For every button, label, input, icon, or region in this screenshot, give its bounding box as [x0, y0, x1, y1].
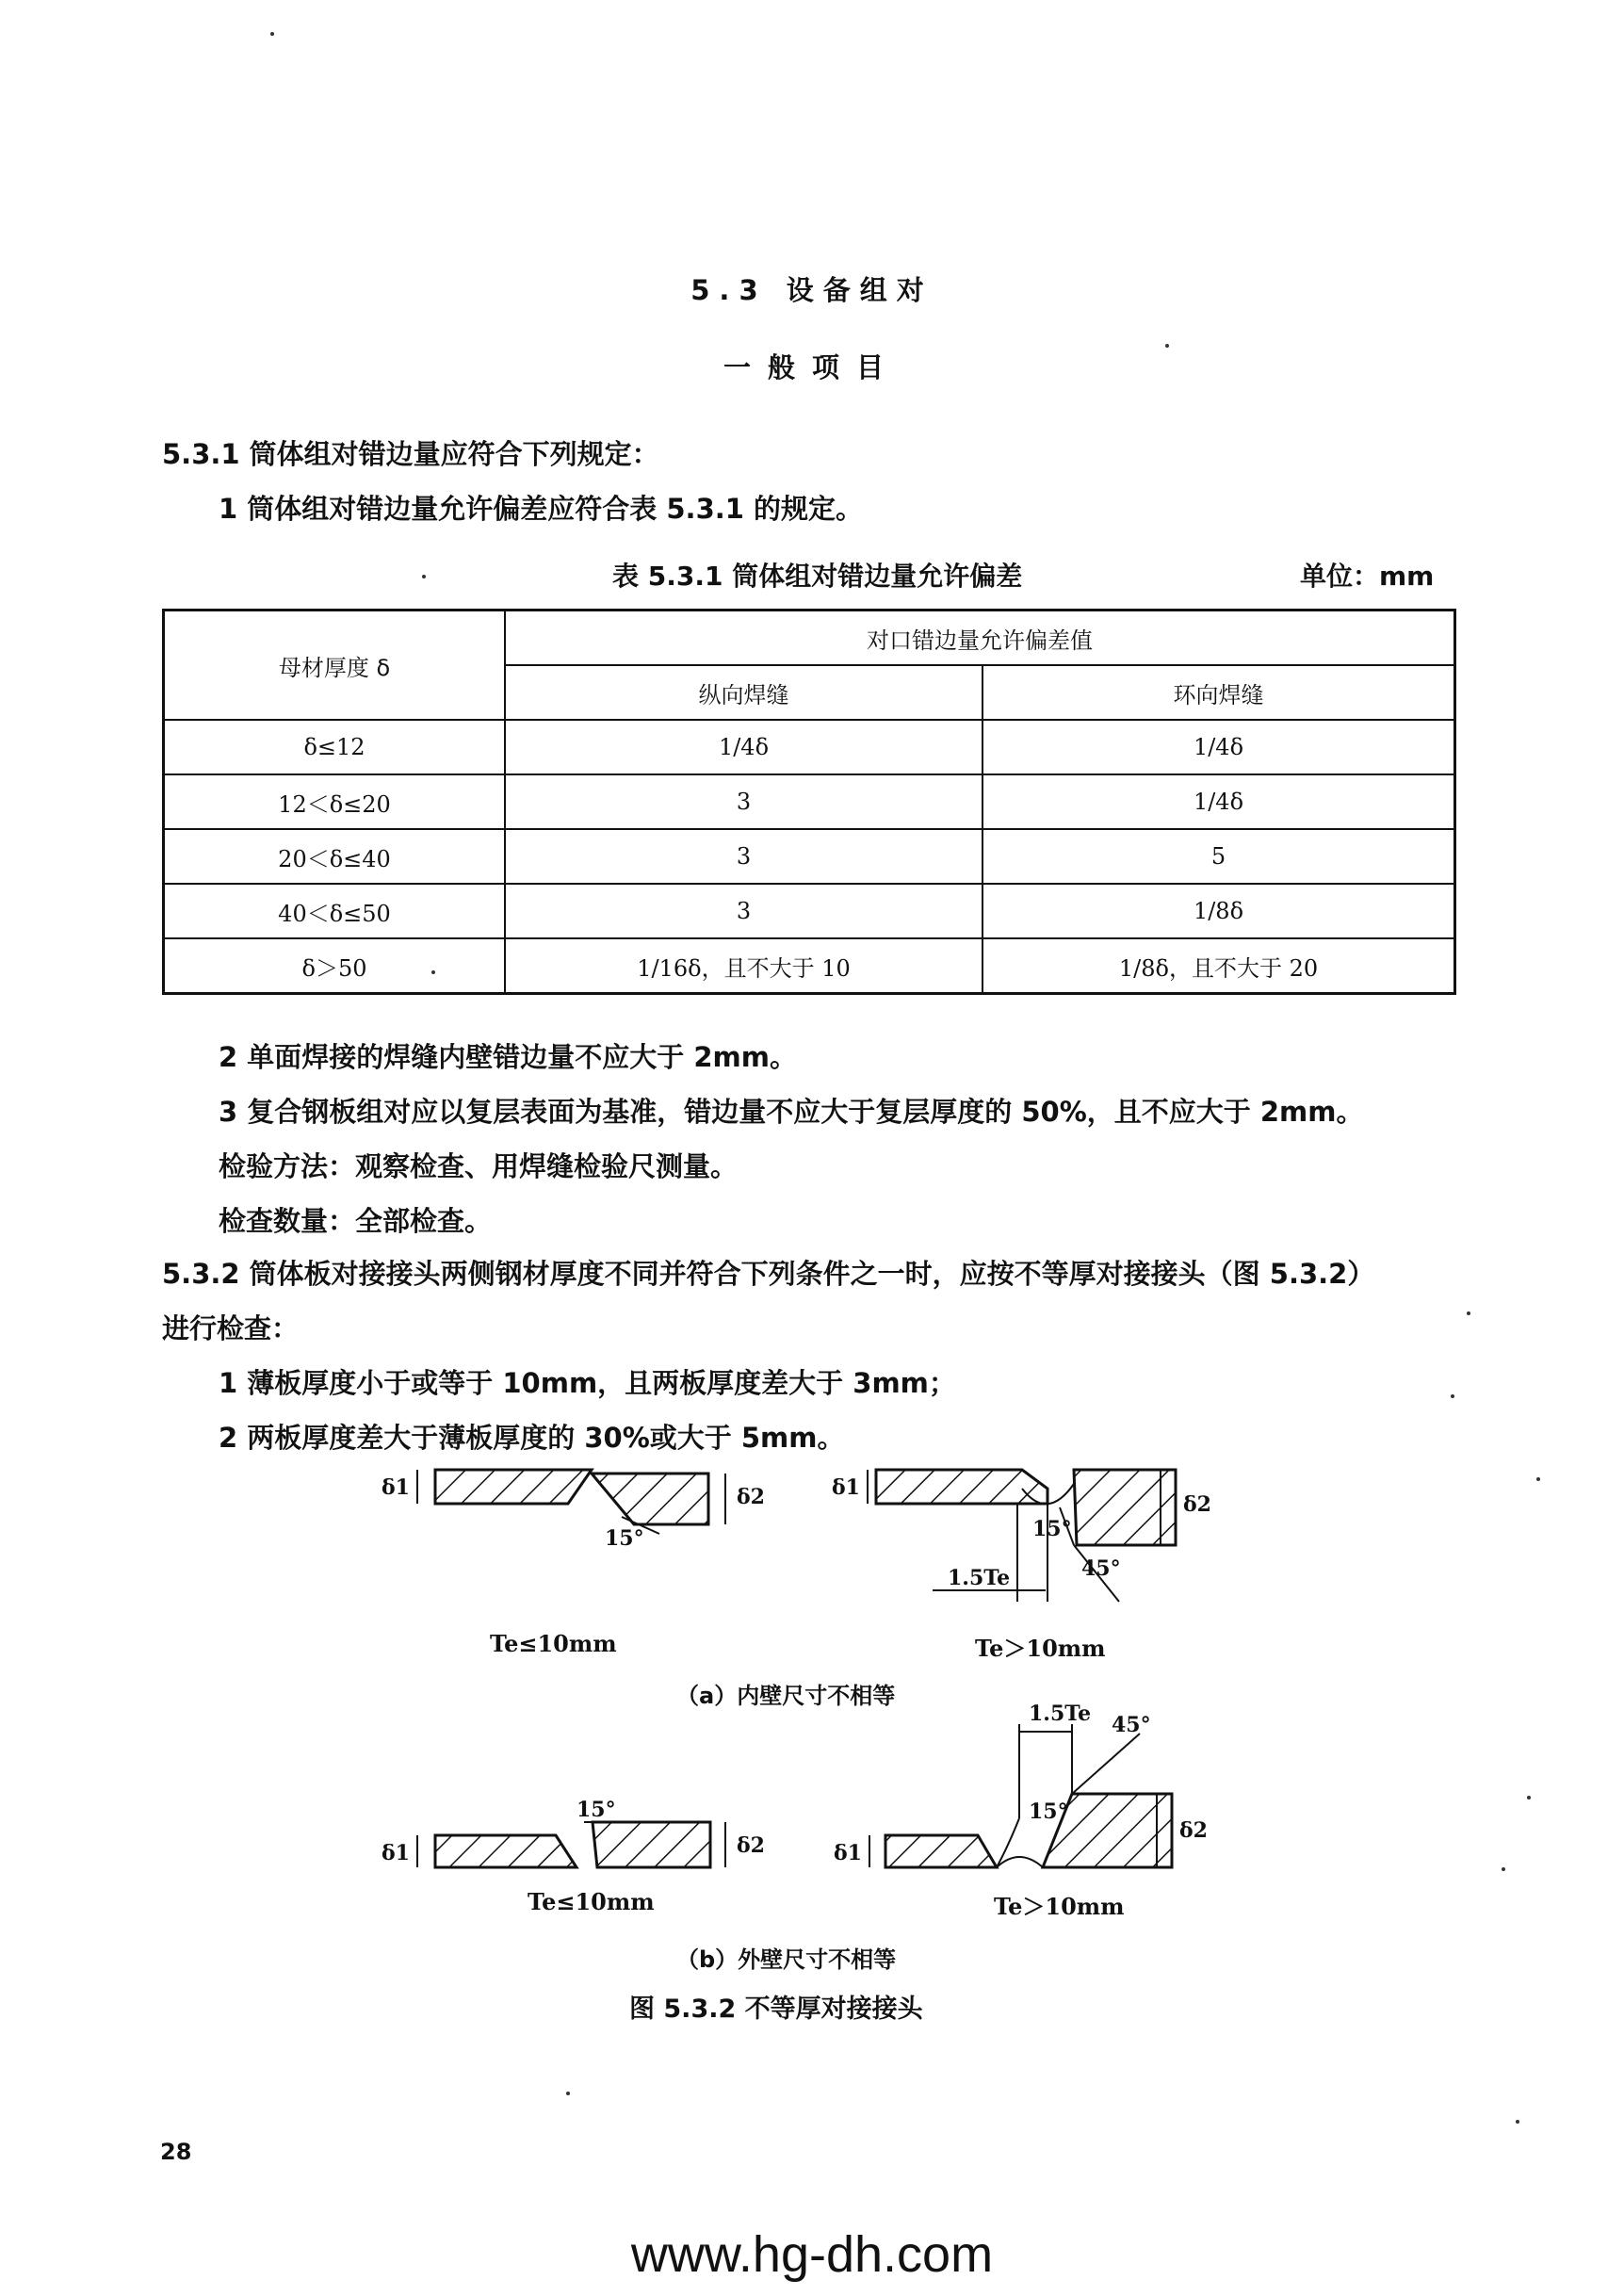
cell-thickness: δ＞50: [164, 938, 506, 994]
cell-circumferential: 1/8δ: [983, 884, 1455, 938]
scan-speck: [1165, 344, 1169, 348]
label-15-b2: 15°: [1029, 1799, 1068, 1824]
label-d1-a2: δ1: [832, 1475, 860, 1500]
clause-532-line1: 5.3.2 筒体板对接接头两侧钢材厚度不同并符合下列条件之一时，应按不等厚对接接头（图 5.3.2）: [162, 1258, 1375, 1290]
label-d1-b2: δ1: [834, 1841, 862, 1865]
cell-longitudinal: 3: [505, 884, 983, 938]
cell-longitudinal: 3: [505, 774, 983, 829]
label-15-a1: 15°: [605, 1526, 644, 1551]
label-45-a2: 45°: [1081, 1556, 1121, 1581]
cond-a-left: Te≤10mm: [490, 1630, 617, 1657]
clause-531-item1: 1 筒体组对错边量允许偏差应符合表 5.3.1 的规定。: [219, 493, 864, 525]
header-circumferential: 环向焊缝: [983, 665, 1455, 720]
caption-a: （a）内壁尺寸不相等: [676, 1683, 896, 1709]
cell-circumferential: 1/4δ: [983, 774, 1455, 829]
scan-speck: [1451, 1394, 1454, 1398]
label-d2-b1: δ2: [737, 1833, 765, 1858]
page-number: 28: [160, 2139, 192, 2165]
label-15-a2: 15°: [1032, 1517, 1072, 1541]
cell-thickness: 40＜δ≤50: [164, 884, 506, 938]
figure-caption: 图 5.3.2 不等厚对接接头: [629, 1995, 923, 2024]
scan-speck: [1527, 1796, 1531, 1799]
label-15-b1: 15°: [577, 1798, 616, 1822]
cell-thickness: 20＜δ≤40: [164, 829, 506, 884]
header-longitudinal: 纵向焊缝: [505, 665, 983, 720]
subsection-title: 一般项目: [723, 351, 901, 383]
cell-circumferential: 1/4δ: [983, 720, 1455, 774]
plate-a2-left: [876, 1470, 1047, 1504]
caption-b: （b）外壁尺寸不相等: [676, 1946, 897, 1973]
label-15te-b2: 1.5Te: [1029, 1702, 1092, 1726]
header-group: 对口错边量允许偏差值: [505, 611, 1455, 666]
weld-root-b2: [997, 1857, 1043, 1867]
clause-531-item2: 2 单面焊接的焊缝内壁错边量不应大于 2mm。: [219, 1041, 797, 1073]
cell-thickness: δ≤12: [164, 720, 506, 774]
cell-longitudinal: 3: [505, 829, 983, 884]
scan-speck: [270, 32, 274, 36]
cell-thickness: 12＜δ≤20: [164, 774, 506, 829]
clause-532-line2: 进行检查：: [162, 1312, 300, 1344]
scan-speck: [566, 2092, 570, 2095]
label-d2-b2: δ2: [1179, 1818, 1208, 1843]
plate-a1-right: [592, 1474, 708, 1524]
scan-speck: [1502, 1867, 1505, 1871]
plate-b1-right: [593, 1822, 710, 1867]
table-unit: 单位：mm: [1300, 561, 1435, 592]
inspection-method: 检验方法：观察检查、用焊缝检验尺测量。: [219, 1150, 739, 1182]
cond-b-right: Te＞10mm: [994, 1893, 1125, 1920]
scan-speck: [1516, 2120, 1519, 2124]
label-d2-a2: δ2: [1183, 1492, 1211, 1517]
watermark: www.hg-dh.com: [630, 2226, 994, 2283]
label-45-b2: 45°: [1112, 1713, 1151, 1737]
clause-531-item3: 3 复合钢板组对应以复层表面为基准，错边量不应大于复层厚度的 50%，且不应大于 2mm。: [219, 1096, 1364, 1128]
clause-532-item1: 1 薄板厚度小于或等于 10mm，且两板厚度差大于 3mm；: [219, 1367, 956, 1399]
plate-b2-left: [885, 1835, 997, 1867]
label-d2-a1: δ2: [737, 1485, 765, 1509]
cell-longitudinal: 1/16δ，且不大于 10: [505, 938, 983, 994]
label-d1-b1: δ1: [382, 1841, 410, 1865]
cond-b-left: Te≤10mm: [528, 1888, 655, 1915]
cell-circumferential: 1/8δ，且不大于 20: [983, 938, 1455, 994]
scan-speck: [422, 575, 426, 578]
label-15te-a2: 1.5Te: [948, 1566, 1011, 1590]
clause-531-heading: 5.3.1 筒体组对错边量应符合下列规定：: [162, 438, 659, 470]
table-caption: 表 5.3.1 筒体组对错边量允许偏差: [612, 561, 1023, 592]
cell-circumferential: 5: [983, 829, 1455, 884]
cell-longitudinal: 1/4δ: [505, 720, 983, 774]
cond-a-right: Te＞10mm: [975, 1635, 1106, 1662]
plate-a1-left: [435, 1470, 592, 1504]
plate-b1-left: [435, 1835, 577, 1867]
clause-532-item2: 2 两板厚度差大于薄板厚度的 30%或大于 5mm。: [219, 1422, 845, 1454]
scan-speck: [1536, 1477, 1540, 1481]
inspection-quantity: 检查数量：全部检查。: [219, 1205, 493, 1237]
header-thickness: 母材厚度 δ: [164, 611, 506, 721]
scan-speck: [431, 970, 435, 974]
section-title: 5.3 设备组对: [690, 274, 934, 306]
label-d1-a1: δ1: [382, 1475, 410, 1500]
scan-speck: [1467, 1311, 1470, 1315]
